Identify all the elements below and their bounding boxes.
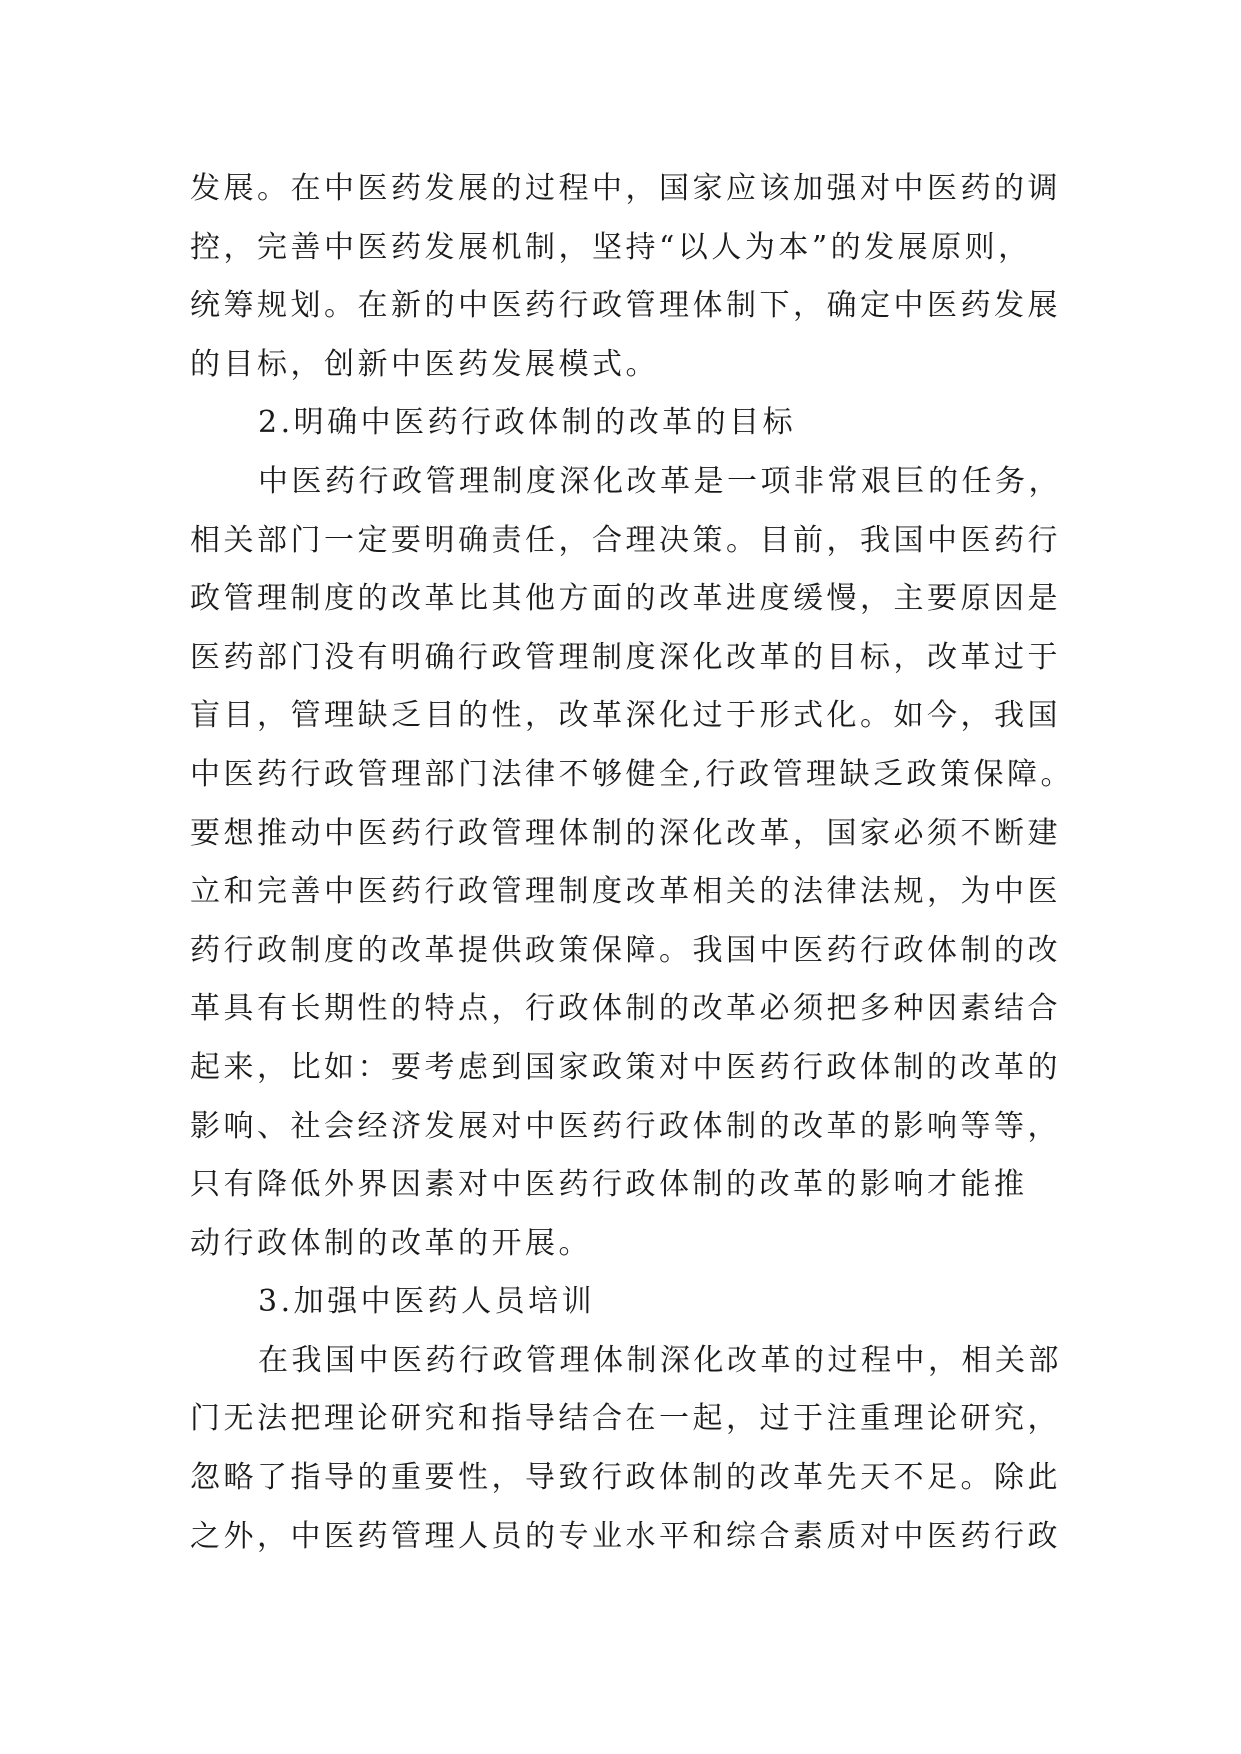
text-line: 中医药行政管理制度深化改革是一项非常艰巨的任务， (258, 463, 1062, 499)
text-line: 忽略了指导的重要性，导致行政体制的改革先天不足。除此 (190, 1460, 1061, 1496)
text-line: 统筹规划。在新的中医药行政管理体制下，确定中医药发展 (190, 288, 1061, 324)
text-line: 相关部门一定要明确责任，合理决策。目前，我国中医药行 (190, 522, 1061, 558)
text-line: 盲目，管理缺乏目的性，改革深化过于形式化。如今，我国 (190, 698, 1061, 734)
text-line: 政管理制度的改革比其他方面的改革进度缓慢，主要原因是 (190, 581, 1061, 617)
text-line: 要想推动中医药行政管理体制的深化改革，国家必须不断建 (190, 815, 1061, 851)
text-line: 门无法把理论研究和指导结合在一起，过于注重理论研究， (190, 1401, 1061, 1437)
text-line: 发展。在中医药发展的过程中，国家应该加强对中医药的调 (190, 171, 1061, 206)
text-line: 3.加强中医药人员培训 (258, 1284, 596, 1320)
text-line: 中医药行政管理部门法律不够健全,行政管理缺乏政策保障。 (190, 756, 1075, 792)
text-line: 立和完善中医药行政管理制度改革相关的法律法规，为中医 (190, 874, 1061, 910)
text-line: 只有降低外界因素对中医药行政体制的改革的影响才能推 (190, 1167, 1028, 1203)
text-line: 革具有长期性的特点，行政体制的改革必须把多种因素结合 (190, 991, 1061, 1027)
text-line: 起来，比如：要考虑到国家政策对中医药行政体制的改革的 (190, 1049, 1061, 1085)
text-line: 控，完善中医药发展机制，坚持“以人为本”的发展原则， (190, 229, 1032, 265)
body-text (190, 160, 1075, 1566)
text-line: 之外，中医药管理人员的专业水平和综合素质对中医药行政 (190, 1518, 1061, 1554)
text-line: 影响、社会经济发展对中医药行政体制的改革的影响等等， (190, 1108, 1061, 1144)
text-line: 药行政制度的改革提供政策保障。我国中医药行政体制的改 (190, 932, 1061, 968)
text-line: 2.明确中医药行政体制的改革的目标 (258, 405, 797, 441)
text-line: 的目标，创新中医药发展模式。 (190, 346, 659, 382)
text-line: 在我国中医药行政管理体制深化改革的过程中，相关部 (258, 1342, 1062, 1378)
text-line: 医药部门没有明确行政管理制度深化改革的目标，改革过于 (190, 639, 1061, 675)
text-line: 动行政体制的改革的开展。 (190, 1225, 592, 1261)
